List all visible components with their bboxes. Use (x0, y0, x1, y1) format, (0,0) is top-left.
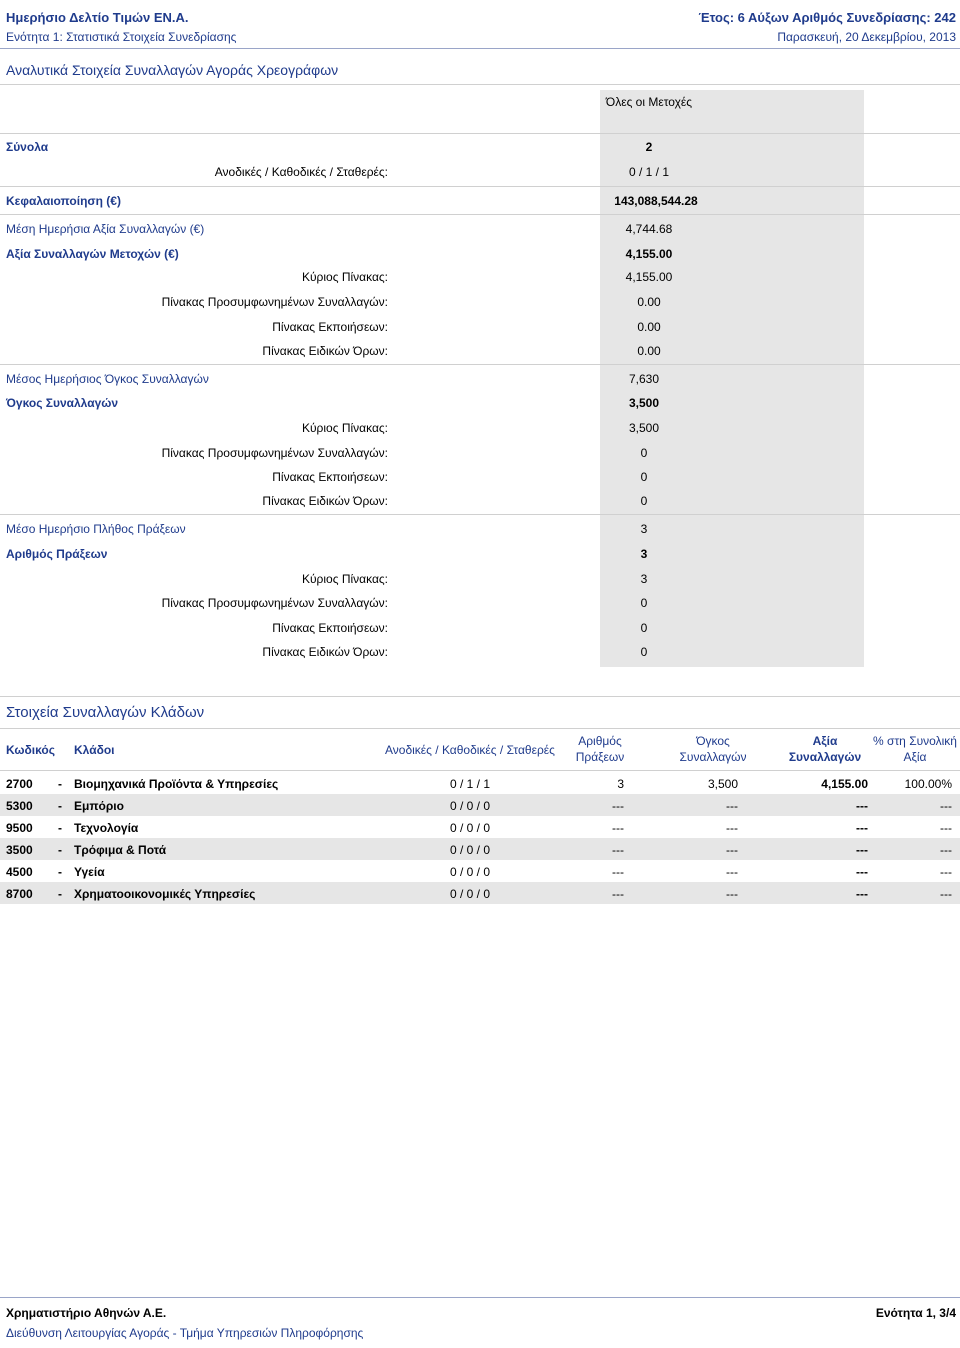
col-value: Αξία Συναλλαγών (788, 734, 862, 764)
divider (0, 84, 960, 85)
cell-dash: - (58, 865, 62, 879)
cell-sector-name: Εμπόριο (74, 799, 124, 813)
cell-value: --- (856, 887, 868, 901)
divider (0, 133, 960, 134)
trades-forced-label: Πίνακας Εκποιήσεων: (272, 621, 388, 635)
cell-pct: --- (940, 843, 952, 857)
cell-trades: --- (612, 799, 624, 813)
footer-org: Χρηματιστήριο Αθηνών Α.Ε. (6, 1306, 167, 1320)
cell-value: --- (856, 821, 868, 835)
cell-code: 9500 (6, 821, 33, 835)
cell-volume: --- (726, 887, 738, 901)
divider (0, 728, 960, 729)
cell-trades: --- (612, 821, 624, 835)
col-volume: Όγκος Συναλλαγών (679, 734, 747, 764)
value-main-value: 4,155.00 (625, 270, 673, 284)
cell-trades: --- (612, 843, 624, 857)
cell-pct: --- (940, 865, 952, 879)
header-divider (0, 48, 960, 49)
value-special-value: 0.00 (637, 344, 661, 358)
col-updown: Ανοδικές / Καθοδικές / Σταθερές (385, 743, 555, 757)
cell-dash: - (58, 821, 62, 835)
cell-trades: --- (612, 865, 624, 879)
cell-code: 3500 (6, 843, 33, 857)
avg-trades-label: Μέσο Ημερήσιο Πλήθος Πράξεων (6, 522, 186, 536)
volume-value: 3,500 (628, 396, 660, 410)
updown-value: 0 / 1 / 1 (628, 165, 670, 179)
avg-trades-value: 3 (640, 522, 648, 536)
cell-volume: --- (726, 821, 738, 835)
avg-volume-label: Μέσος Ημερήσιος Όγκος Συναλλαγών (6, 372, 209, 386)
footer-dept: Διεύθυνση Λειτουργίας Αγοράς - Τμήμα Υπηρεσιών Πληροφόρησης (6, 1326, 364, 1340)
cell-dash: - (58, 799, 62, 813)
cell-updown: 0 / 0 / 0 (449, 843, 490, 857)
trades-main-value: 3 (640, 572, 648, 586)
cell-sector-name: Τρόφιμα & Ποτά (74, 843, 167, 857)
volume-block-value: 0 (640, 446, 648, 460)
volume-main-label: Κύριος Πίνακας: (301, 421, 388, 435)
cell-trades: --- (612, 887, 624, 901)
updown-label: Ανοδικές / Καθοδικές / Σταθερές: (214, 165, 388, 179)
trades-special-value: 0 (640, 645, 648, 659)
value-forced-value: 0.00 (637, 320, 661, 334)
value-value: 4,155.00 (625, 247, 673, 261)
cell-updown: 0 / 0 / 0 (449, 821, 490, 835)
cell-sector-name: Χρηματοοικονομικές Υπηρεσίες (74, 887, 256, 901)
cell-updown: 0 / 0 / 0 (449, 887, 490, 901)
totals-label: Σύνολα (6, 140, 49, 154)
cell-volume: --- (726, 865, 738, 879)
value-label: Αξία Συναλλαγών Μετοχών (€) (6, 247, 179, 261)
divider (0, 186, 960, 187)
volume-special-label: Πίνακας Ειδικών Όρων: (262, 494, 388, 508)
value-main-label: Κύριος Πίνακας: (301, 270, 388, 284)
avg-value-value: 4,744.68 (625, 222, 673, 236)
avg-volume-value: 7,630 (628, 372, 660, 386)
footer-page: Ενότητα 1, 3/4 (875, 1306, 956, 1320)
column-header-all-shares: Όλες οι Μετοχές (605, 95, 693, 109)
value-block-label: Πίνακας Προσυμφωνημένων Συναλλαγών: (161, 295, 388, 309)
divider (0, 364, 960, 365)
totals-value: 2 (645, 140, 653, 154)
session-date: Παρασκευή, 20 Δεκεμβρίου, 2013 (777, 30, 956, 44)
cell-value: --- (856, 843, 868, 857)
cell-volume: 3,500 (707, 777, 738, 791)
trades-block-label: Πίνακας Προσυμφωνημένων Συναλλαγών: (161, 596, 388, 610)
trades-forced-value: 0 (640, 621, 648, 635)
cell-code: 2700 (6, 777, 33, 791)
cell-trades: 3 (617, 777, 624, 791)
section-title: Αναλυτικά Στοιχεία Συναλλαγών Αγοράς Χρεογράφων (6, 62, 339, 78)
volume-label: Όγκος Συναλλαγών (6, 396, 119, 410)
cap-value: 143,088,544.28 (614, 194, 698, 208)
sectors-title: Στοιχεία Συναλλαγών Κλάδων (6, 704, 205, 721)
cell-value: --- (856, 865, 868, 879)
cell-pct: --- (940, 821, 952, 835)
cell-volume: --- (726, 843, 738, 857)
volume-block-label: Πίνακας Προσυμφωνημένων Συναλλαγών: (161, 446, 388, 460)
divider (0, 514, 960, 515)
cell-sector-name: Υγεία (74, 865, 105, 879)
divider (0, 696, 960, 697)
report-subtitle: Ενότητα 1: Στατιστικά Στοιχεία Συνεδρίασης (6, 30, 237, 44)
cell-pct: 100.00% (904, 777, 952, 791)
value-block-value: 0.00 (637, 295, 661, 309)
volume-main-value: 3,500 (628, 421, 660, 435)
volume-forced-value: 0 (640, 470, 648, 484)
cell-volume: --- (726, 799, 738, 813)
col-trades: Αριθμός Πράξεων (575, 734, 625, 764)
cell-pct: --- (940, 887, 952, 901)
cell-code: 5300 (6, 799, 33, 813)
cell-dash: - (58, 887, 62, 901)
report-title: Ημερήσιο Δελτίο Τιμών ΕΝ.Α. (6, 10, 189, 25)
cell-value: 4,155.00 (821, 777, 868, 791)
value-forced-label: Πίνακας Εκποιήσεων: (272, 320, 388, 334)
volume-forced-label: Πίνακας Εκποιήσεων: (272, 470, 388, 484)
cell-sector-name: Τεχνολογία (74, 821, 139, 835)
cap-label: Κεφαλαιοποίηση (€) (6, 194, 121, 208)
session-info: Έτος: 6 Αύξων Αριθμός Συνεδρίασης: 242 (698, 10, 956, 25)
trades-label: Αριθμός Πράξεων (6, 547, 108, 561)
trades-main-label: Κύριος Πίνακας: (301, 572, 388, 586)
cell-updown: 0 / 1 / 1 (449, 777, 490, 791)
cell-sector-name: Βιομηχανικά Προϊόντα & Υπηρεσίες (74, 777, 279, 791)
cell-dash: - (58, 843, 62, 857)
cell-updown: 0 / 0 / 0 (449, 799, 490, 813)
col-pct: % στη Συνολική Αξία (873, 734, 957, 764)
trades-special-label: Πίνακας Ειδικών Όρων: (262, 645, 388, 659)
divider (0, 770, 960, 771)
footer-divider (0, 1297, 960, 1298)
divider (0, 214, 960, 215)
trades-block-value: 0 (640, 596, 648, 610)
col-sector: Κλάδοι (74, 743, 115, 757)
cell-pct: --- (940, 799, 952, 813)
trades-value: 3 (640, 547, 648, 561)
col-code: Κωδικός (6, 743, 56, 757)
volume-special-value: 0 (640, 494, 648, 508)
cell-code: 8700 (6, 887, 33, 901)
cell-dash: - (58, 777, 62, 791)
cell-value: --- (856, 799, 868, 813)
cell-code: 4500 (6, 865, 33, 879)
avg-value-label: Μέση Ημερήσια Αξία Συναλλαγών (€) (6, 222, 205, 236)
cell-updown: 0 / 0 / 0 (449, 865, 490, 879)
value-special-label: Πίνακας Ειδικών Όρων: (262, 344, 388, 358)
